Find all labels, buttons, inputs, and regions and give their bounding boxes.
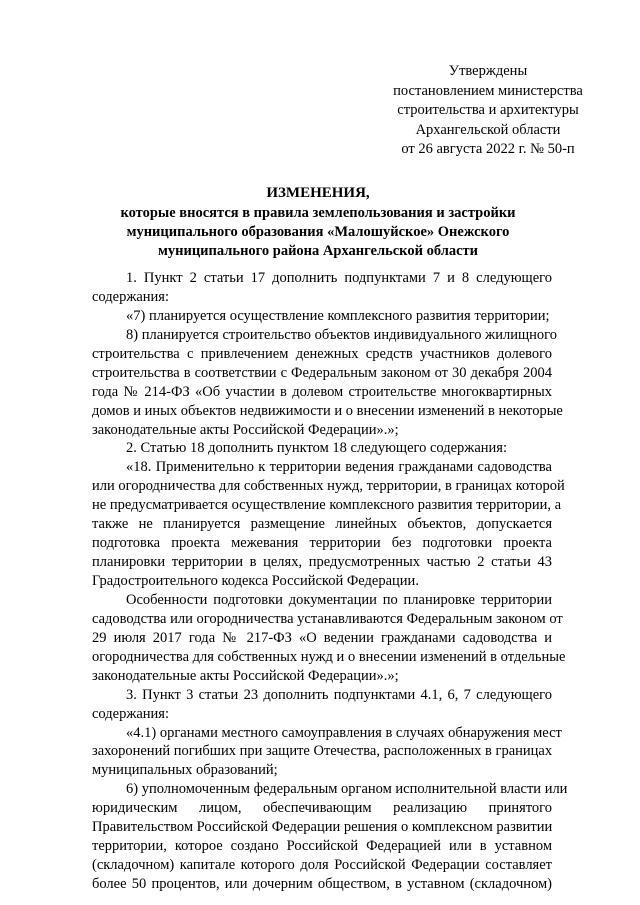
body-line: 2. Статью 18 дополнить пунктом 18 следующего содержания: [126, 440, 507, 457]
body-line: года № 214-ФЗ «Об участии в долевом строительстве многоквартирных [92, 383, 552, 400]
body-line: не предусматривается осуществление комплексного развития территории, а [92, 497, 562, 514]
body-line: юридическим лицом, обеспечивающим реализацию принятого [92, 800, 552, 817]
title-heading: ИЗМЕНЕНИЯ, [266, 185, 370, 201]
body-line: 1. Пункт 2 статьи 17 дополнить подпунктами 7 и 8 следующего [126, 270, 552, 286]
body-line: содержания: [92, 288, 170, 305]
body-line: Градостроительного кодекса Российской Федерации. [92, 573, 419, 589]
body-line: «7) планируется осуществление комплексного развития территории; [126, 307, 550, 324]
body-line: захоронений погибших при защите Отечества, расположенных в границах [92, 743, 553, 760]
approval-line: постановлением министерства [393, 82, 583, 99]
approval-stamp [380, 62, 596, 160]
approval-line: строительства и архитектуры [397, 102, 579, 118]
body-line: строительства в соответствии с Федеральным законом от 30 декабря 2004 [92, 364, 552, 381]
body-line: «18. Применительно к территории ведения гражданами садоводства [126, 459, 552, 476]
title-line: которые вносятся в правила землепользования и застройки [120, 205, 516, 221]
body-line: законодательные акты Российской Федерации».»; [92, 667, 399, 684]
body-line: садоводства или огородничества устанавливаются Федеральным законом от [92, 610, 563, 627]
body-line: территории, которое создано Российской Федерацией или в уставном [92, 838, 552, 855]
body-line: планировки территории в целях, предусмотренных частью 2 статьи 43 [92, 554, 552, 571]
document-body [92, 269, 568, 894]
approval-line: Архангельской области [415, 121, 561, 138]
body-line: Правительством Российской Федерации решения о комплексном развитии [92, 819, 553, 836]
body-line: огородничества для собственных нужд и о внесении изменений в отдельные [92, 648, 566, 665]
body-line: Особенности подготовки документации по планировке территории [126, 591, 552, 608]
body-line: подготовка проекта межевания территории без подготовки проекта [92, 535, 552, 552]
approval-line: Утверждены [448, 63, 528, 79]
body-line: 3. Пункт 3 статьи 23 дополнить подпунктами 4.1, 6, 7 следующего [126, 686, 552, 703]
body-line: 6) уполномоченным федеральным органом исполнительной власти или [126, 781, 568, 798]
body-line: более 50 процентов, или дочерним обществом, в уставном (складочном) [92, 876, 552, 892]
title-line: муниципального образования «Малошуйское» Онежского [126, 224, 510, 240]
body-line: законодательные акты Российской Федерации».»; [92, 421, 399, 438]
body-line: «4.1) органами местного самоуправления в случаях обнаружения мест [126, 724, 562, 741]
body-line: муниципальных образований; [92, 762, 278, 779]
body-line: 8) планируется строительство объектов индивидуального жилищного [126, 326, 557, 343]
body-line: или огородничества для собственных нужд, территории, в границах которой [92, 478, 565, 495]
body-line: также не планируется размещение линейных объектов, допускается [92, 516, 552, 533]
body-line: (складочном) капитале которого доля Российской Федерации составляет [92, 857, 552, 874]
body-line: домов и иных объектов недвижимости и о внесении изменений в некоторые [92, 402, 563, 419]
body-line: строительства с привлечением денежных средств участников долевого [92, 345, 552, 362]
title-line: муниципального района Архангельской области [157, 243, 479, 259]
approval-line: от 26 августа 2022 г. № 50-п [401, 141, 575, 157]
document-title [90, 184, 546, 261]
body-line: 29 июля 2017 года № 217-ФЗ «О ведении гражданами садоводства и [92, 629, 552, 646]
body-line: содержания: [92, 705, 170, 722]
